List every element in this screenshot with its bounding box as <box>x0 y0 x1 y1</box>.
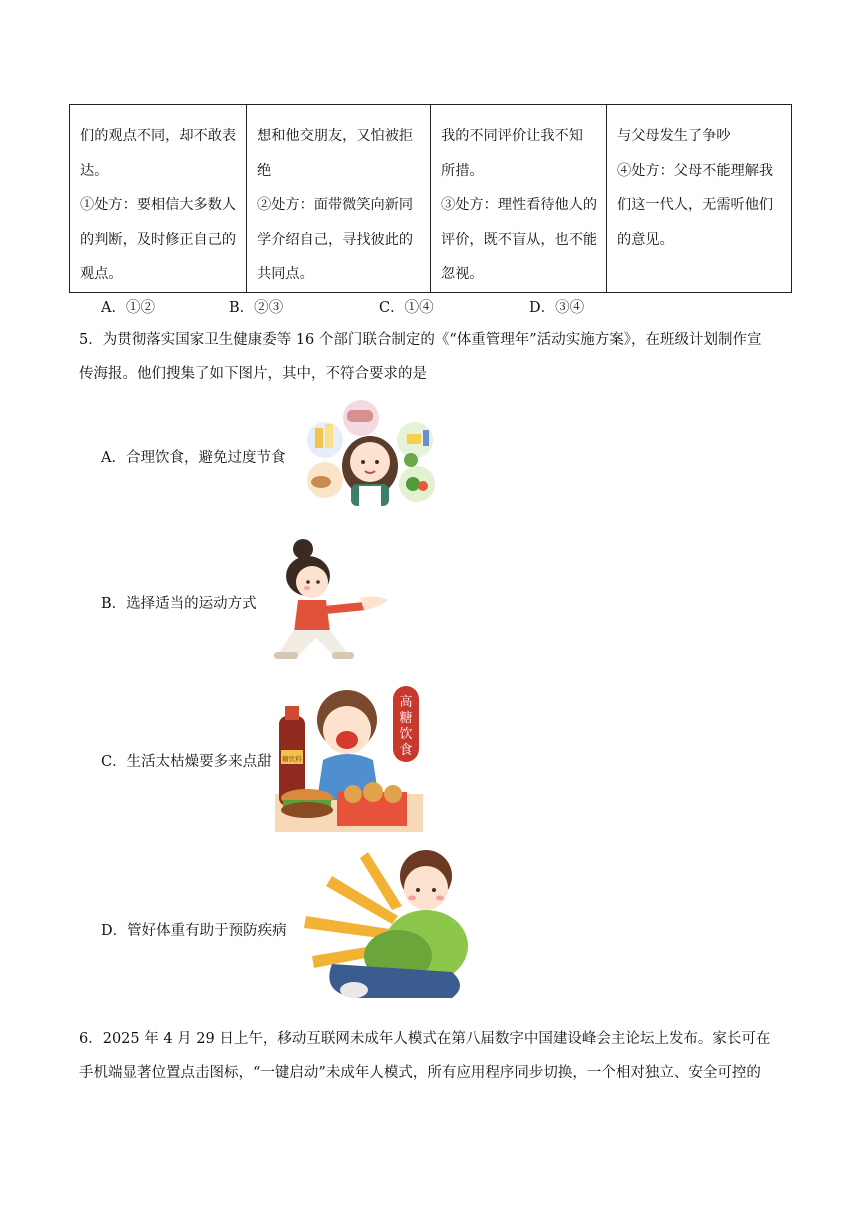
q6-stem <box>79 1022 799 1090</box>
sign-char: 食 <box>399 743 413 758</box>
cell-line: 们这一代人，无需听他们 <box>617 197 774 213</box>
table-cell <box>247 105 431 293</box>
option-b[interactable]: B．②③ <box>229 300 284 316</box>
table-row <box>70 105 792 293</box>
table-cell <box>431 105 607 293</box>
bottle-label: 糖饮料 <box>282 755 302 763</box>
sugary-food-boy-illustration <box>275 684 423 832</box>
cell-line: 共同点。 <box>257 266 314 282</box>
cell-line: ④处方：父母不能理解我 <box>617 162 774 179</box>
option-d[interactable]: D．③④ <box>529 300 585 316</box>
sign-char: 高 <box>399 695 413 710</box>
cell-line: 的意见。 <box>617 231 674 248</box>
table-cell <box>70 105 247 293</box>
cell-line: 与父母发生了争吵 <box>617 128 731 144</box>
stem-line: 5．为贯彻落实国家卫生健康委等 16 个部门联合制定的《“体重管理年”活动实施方案》，在班级计划制作宣 <box>79 332 762 348</box>
cell-line: 学介绍自己，寻找彼此的 <box>257 231 414 248</box>
cell-line: 评价，既不盲从，也不能 <box>441 231 598 248</box>
stem-line: 手机端显著位置点击图标，“一键启动”未成年人模式，所有应用程序同步切换，一个相对独立、安全可控的 <box>79 1065 761 1081</box>
prescription-table <box>69 104 792 293</box>
sign-char: 饮 <box>399 727 413 742</box>
q5-option-a[interactable]: A．合理饮食，避免过度节食 <box>101 450 286 466</box>
option-c[interactable]: C．①④ <box>379 300 434 316</box>
option-a[interactable]: A．①② <box>101 300 155 316</box>
cell-line: 忽视。 <box>441 266 484 282</box>
stem-line: 传海报。他们搜集了如下图片，其中，不符合要求的是 <box>79 366 427 382</box>
q5-option-d[interactable]: D．管好体重有助于预防疾病 <box>101 923 287 939</box>
sign-char: 糖 <box>399 711 413 726</box>
q5-option-b[interactable]: B．选择适当的运动方式 <box>101 596 257 612</box>
cell-line: 的判断，及时修正自己的 <box>80 231 237 248</box>
cell-line: ②处方：面带微笑向新同 <box>257 197 414 213</box>
q5-stem <box>79 323 799 391</box>
balanced-diet-illustration <box>303 400 439 506</box>
overweight-boy-illustration <box>302 846 470 1006</box>
table-cell <box>607 105 792 293</box>
cell-line: 我的不同评价让我不知 <box>441 128 583 144</box>
cell-line: 观点。 <box>80 266 123 282</box>
cell-line: 达。 <box>80 162 109 179</box>
cell-line: ①处方：要相信大多数人 <box>80 197 237 213</box>
cell-line: 们的观点不同，却不敢表 <box>80 128 237 144</box>
stem-line: 6．2025 年 4 月 29 日上午，移动互联网未成年人模式在第八届数字中国建设峰会主论坛上发布。家长可在 <box>79 1031 771 1047</box>
q5-option-c[interactable]: C．生活太枯燥要多来点甜 <box>101 754 272 770</box>
cell-line: 所措。 <box>441 162 484 179</box>
tai-chi-girl-illustration <box>268 538 392 662</box>
cell-line: 想和他交朋友，又怕被拒 <box>257 128 414 144</box>
cell-line: ③处方：理性看待他人的 <box>441 197 598 213</box>
cell-line: 绝 <box>257 162 272 179</box>
